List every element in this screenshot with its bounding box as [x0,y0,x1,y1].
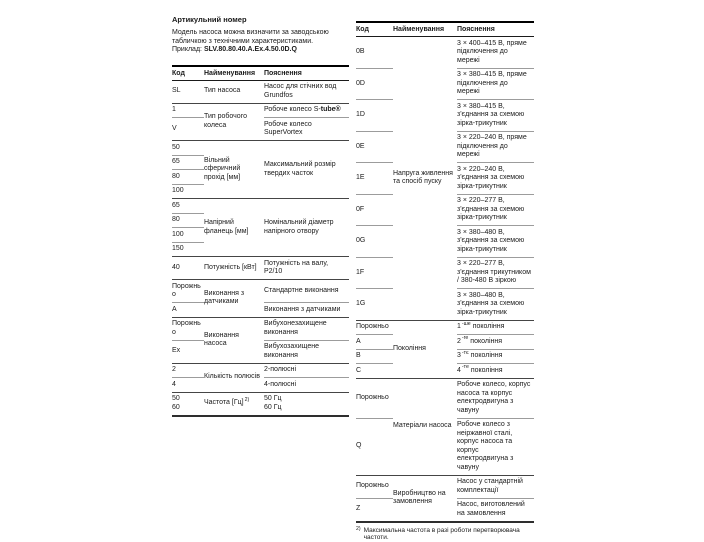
ordinal-suffix: -те [462,364,469,370]
name-cell: Потужність [кВт] [204,257,264,280]
right-column [356,21,534,542]
explanation-cell [264,103,349,118]
code-cell: 0B [356,37,393,69]
explanation-cell: 3 × 400–415 В, пряме підключення до мережі [457,37,534,69]
code-cell: 0D [356,68,393,100]
code-cell: 0F [356,194,393,226]
name-text: Частота [Гц] [204,399,244,406]
explanation-cell: Потужність на валу, P2/10 [264,257,349,280]
code-cell: Q [356,418,393,475]
table-row [172,199,349,214]
table-header-row [172,66,349,81]
example-value: SLV.80.80.40.A.Ex.4.50.0D.Q [204,46,297,53]
brand-text: tube® [321,106,341,113]
code-cell: 65 [172,155,204,170]
code-cell: Порожньо [356,320,393,335]
explanation-cell: 3 × 220–277 В, з'єднання за схемою зірка-трикутник [457,194,534,226]
name-cell: Матеріали насоса [393,378,457,475]
ordinal-suffix: -ге [462,335,468,341]
explanation-cell: Робоче колесо, корпус насоса та корпус електродвигуна з чавуну [457,378,534,418]
explanation-cell: Вибухозахищене виконання [264,340,349,363]
code-cell: 4 [172,378,204,393]
name-cell [204,392,264,416]
table-row [172,141,349,156]
code-cell: Порожньо [172,280,204,303]
explanation-cell: Робоче колесо SuperVortex [264,118,349,141]
explanation-text: Робоче колесо S- [264,106,321,113]
table-row [172,280,349,303]
ordinal-number: 2 [457,338,461,345]
code-cell: B [356,349,393,364]
explanation-cell: 3 × 220–277 В, з'єднання трикутником / 380-480 В зіркою [457,257,534,289]
explanation-cell: 4-полюсні [264,378,349,393]
explanation-line: 60 Гц [264,404,346,413]
table-row [172,80,349,103]
table-row [356,37,534,69]
explanation-text: покоління [471,352,503,359]
column-header-code: Код [356,22,393,37]
explanation-cell: Насос, виготовлений на замовлення [457,498,534,522]
table-row [356,378,534,418]
explanation-cell [457,335,534,350]
name-cell: Вільний сферичний прохід [мм] [204,141,264,199]
name-cell: Тип насоса [204,80,264,103]
table-row [356,475,534,498]
intro-text: Модель насоса можна визначити за заводською табличкою з технічними характеристиками. [172,29,349,46]
code-cell: 100 [172,184,204,199]
code-cell: 40 [172,257,204,280]
explanation-cell: Стандартне виконання [264,280,349,303]
footnote [356,527,534,542]
table-row [172,392,349,416]
explanation-line: 50 Гц [264,395,346,404]
explanation-text: покоління [470,338,502,345]
explanation-cell: 2-полюсні [264,363,349,378]
page-title: Артикульний номер [172,15,349,24]
code-cell: V [172,118,204,141]
explanation-cell [457,320,534,335]
explanation-cell: Номінальний діаметр напірного отвору [264,199,349,257]
code-cell [172,392,204,416]
code-cell: 1D [356,100,393,132]
name-cell: Покоління [393,320,457,378]
footnote-text: Максимальна частота в разі роботи перетворювача частоти. [364,527,534,542]
footnote-marker: 2) [356,526,361,542]
ordinal-number: 4 [457,367,461,374]
left-column [172,15,349,417]
table-header-row [356,22,534,37]
code-cell: 65 [172,199,204,214]
table-row [172,257,349,280]
explanation-cell: 3 × 380–480 В, з'єднання за схемою зірка-трикутник [457,226,534,258]
explanation-cell [457,349,534,364]
name-cell: Виробництво на замовлення [393,475,457,522]
name-cell: Напруга живлення та спосіб пуску [393,37,457,321]
right-spec-table [356,21,534,523]
explanation-cell: 3 × 380–415 В, пряме підключення до мережі [457,68,534,100]
table-row [172,103,349,118]
ordinal-suffix: -тє [462,350,469,356]
column-header-code: Код [172,66,204,81]
table-row [172,317,349,340]
code-cell: Порожньо [172,317,204,340]
name-cell: Напірний фланець [мм] [204,199,264,257]
ordinal-suffix: -ше [462,321,471,327]
code-cell: 1F [356,257,393,289]
table-row [172,363,349,378]
code-cell: C [356,364,393,379]
code-line: 50 [172,395,201,404]
explanation-cell: 3 × 380–480 В, з'єднання за схемою зірка-трикутник [457,289,534,321]
code-cell: 2 [172,363,204,378]
explanation-cell [264,392,349,416]
explanation-cell: 3 × 220–240 В, з'єднання за схемою зірка-трикутник [457,163,534,195]
code-cell: SL [172,80,204,103]
code-cell: 0G [356,226,393,258]
code-cell: A [356,335,393,350]
explanation-cell: Вибухонезахищене виконання [264,317,349,340]
column-header-name: Найменування [204,66,264,81]
code-cell: 50 [172,141,204,156]
explanation-cell: Насос у стандартній комплектації [457,475,534,498]
explanation-cell [457,364,534,379]
code-cell: Порожньо [356,378,393,418]
explanation-cell: 3 × 220–240 В, пряме підключення до мережі [457,131,534,163]
explanation-cell: Насос для стічних вод Grundfos [264,80,349,103]
code-cell: 80 [172,213,204,228]
example-line [172,46,349,55]
table-row [356,320,534,335]
name-cell: Виконання насоса [204,317,264,363]
code-cell: 100 [172,228,204,243]
name-cell: Кількість полюсів [204,363,264,392]
column-header-explanation: Пояснення [457,22,534,37]
code-cell: Ex [172,340,204,363]
explanation-cell: 3 × 380–415 В, з'єднання за схемою зірка-трикутник [457,100,534,132]
footnote-reference: 2) [245,397,250,403]
name-cell: Виконання з датчиками [204,280,264,318]
code-cell: Порожньо [356,475,393,498]
code-cell: A [172,303,204,318]
code-line: 60 [172,404,201,413]
left-spec-table [172,65,349,417]
ordinal-number: 3 [457,352,461,359]
code-cell: 1 [172,103,204,118]
explanation-cell: Максимальний розмір твердих часток [264,141,349,199]
explanation-text: покоління [473,323,505,330]
code-cell: 0E [356,131,393,163]
explanation-text: покоління [471,367,503,374]
code-cell: 80 [172,170,204,185]
example-label: Приклад: [172,46,202,53]
code-cell: 1E [356,163,393,195]
explanation-cell: Робоче колесо з неіржавної сталі, корпус насоса та корпус електродвигуна з чавуну [457,418,534,475]
explanation-cell: Виконання з датчиками [264,303,349,318]
ordinal-number: 1 [457,323,461,330]
code-cell: 1G [356,289,393,321]
column-header-explanation: Пояснення [264,66,349,81]
code-cell: Z [356,498,393,522]
name-cell: Тип робочого колеса [204,103,264,141]
code-cell: 150 [172,242,204,257]
column-header-name: Найменування [393,22,457,37]
